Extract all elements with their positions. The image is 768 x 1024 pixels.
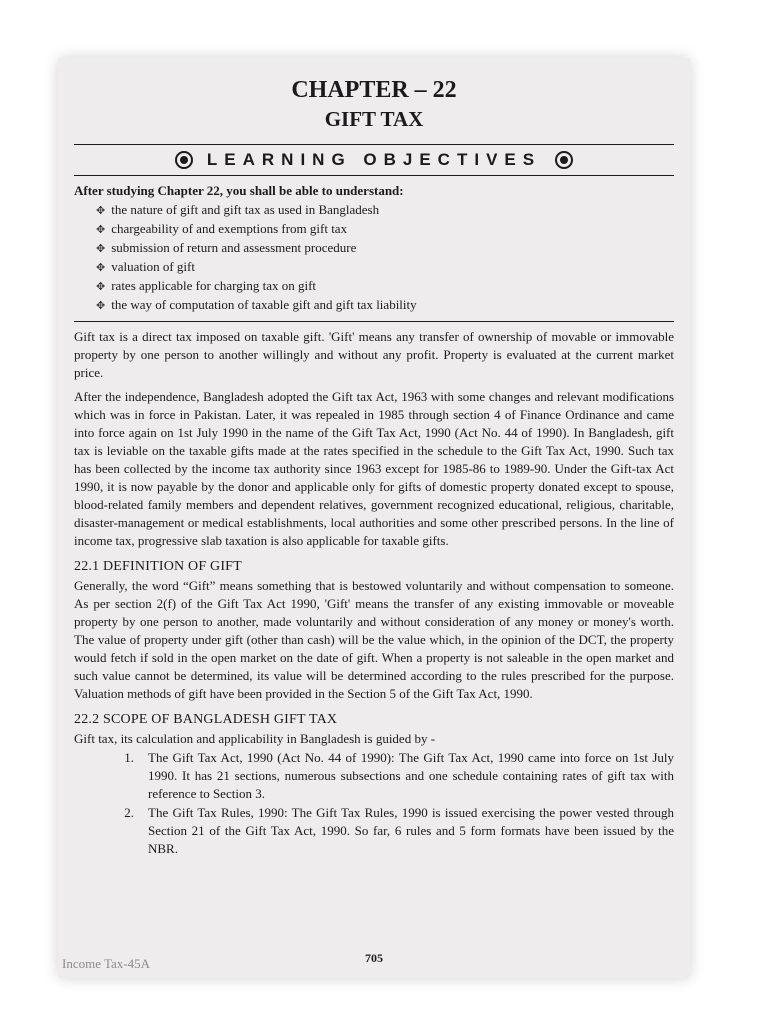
flower-bullet-icon: ✥: [96, 243, 106, 255]
flower-bullet-icon: ✥: [96, 281, 106, 293]
page-content: [74, 76, 674, 858]
list-item: [74, 804, 674, 858]
guided-by-list: [74, 749, 674, 858]
intro-paragraph: After the independence, Bangladesh adopted the Gift tax Act, 1963 with some changes and relevant modifications which was in force in Pakistan. Later, it was repealed in 1985 through section 4 of Finance Ordinance and came into force again on 1st July 1990 in the name of the Gift Tax Act, 1990 (Act No. 44 of 1990). In Bangladesh, gift tax is leviable on the taxable gifts made at the rates specified in the schedule to the Gift Tax Act, 1990. Such tax has been collected by the income tax authority since 1963 except for 1985-86 to 1989-90. Under the Gift-tax Act 1990, it is now payable by the donor and applicable only for gifts of domestic property donated except to spouse, blood-related family members and dependent relatives, government recognized educational, religious, charitable, disaster-management or medical establishments, local authorities and some other prescribed persons. In the line of income tax, progressive slab taxation is also applicable for taxable gifts.: [74, 389, 674, 548]
page-number: 705: [365, 951, 383, 965]
flower-bullet-icon: ✥: [96, 205, 106, 217]
section-heading-22-2: 22.2 SCOPE OF BANGLADESH GIFT TAX: [74, 712, 338, 727]
objective-text: valuation of gift: [111, 259, 195, 274]
list-item-number: 2.: [124, 805, 134, 820]
target-bullet-icon: [555, 151, 573, 169]
chapter-title: CHAPTER – 22: [291, 77, 457, 103]
section-22-2-intro: Gift tax, its calculation and applicability in Bangladesh is guided by -: [74, 731, 436, 746]
objective-item: [96, 296, 674, 315]
bottom-rule: [74, 321, 674, 322]
objective-text: rates applicable for charging tax on gift: [111, 278, 317, 293]
chapter-subtitle: GIFT TAX: [324, 107, 424, 131]
objectives-intro: After studying Chapter 22, you shall be able to understand:: [74, 183, 404, 198]
objective-text: the way of computation of taxable gift and gift tax liability: [111, 297, 417, 312]
objective-item: [96, 277, 674, 296]
list-item-text: The Gift Tax Act, 1990 (Act No. 44 of 1990): The Gift Tax Act, 1990 came into force on 1st July 1990. It has 21 sections, numerous subsections and one schedule containing rates of gift tax with reference to Section 3.: [148, 750, 674, 801]
list-item: [74, 749, 674, 803]
learning-objectives-box: [74, 176, 674, 321]
footer-series-label: Income Tax-45A: [62, 956, 151, 971]
objective-text: the nature of gift and gift tax as used in Bangladesh: [111, 202, 380, 217]
section-heading-22-1: 22.1 DEFINITION OF GIFT: [74, 559, 242, 574]
flower-bullet-icon: ✥: [96, 224, 106, 236]
target-bullet-icon: [175, 151, 193, 169]
list-item-text: The Gift Tax Rules, 1990: The Gift Tax Rules, 1990 is issued exercising the power vested through Section 21 of the Gift Tax Act, 1990. So far, 6 rules and 5 form formats have been issued by the NBR.: [148, 805, 674, 856]
objective-text: chargeability of and exemptions from gift tax: [111, 221, 348, 236]
objective-item: [96, 239, 674, 258]
objective-text: submission of return and assessment procedure: [111, 240, 357, 255]
objective-item: [96, 258, 674, 277]
section-22-1-text: Generally, the word “Gift” means something that is bestowed voluntarily and without compensation to someone. As per section 2(f) of the Gift Tax Act 1990, 'Gift' means the transfer of any existing immovable or moveable property by one person to another, made voluntarily and without consideration of any money or money's worth. The value of property under gift (other than cash) will be the value which, in the opinion of the DCT, the property would fetch if sold in the open market on the date of gift. When a property is not saleable in the open market and such value cannot be determined, its value will be determined according to the rules prescribed for the purpose. Valuation methods of gift have been provided in the Section 5 of the Gift Tax Act, 1990.: [74, 578, 674, 701]
list-item-number: 1.: [124, 750, 134, 765]
book-page: [58, 58, 690, 978]
flower-bullet-icon: ✥: [96, 300, 106, 312]
objective-item: [96, 201, 674, 220]
objective-item: [96, 220, 674, 239]
learning-objectives-heading: LEARNING OBJECTIVES: [206, 150, 542, 169]
learning-objectives-banner: [74, 145, 674, 175]
intro-paragraph: Gift tax is a direct tax imposed on taxable gift. 'Gift' means any transfer of ownership of movable or immovable property by one person to another willingly and without any profit. Property is evaluated at the current market price.: [74, 329, 674, 380]
objectives-list: [74, 201, 674, 315]
flower-bullet-icon: ✥: [96, 262, 106, 274]
